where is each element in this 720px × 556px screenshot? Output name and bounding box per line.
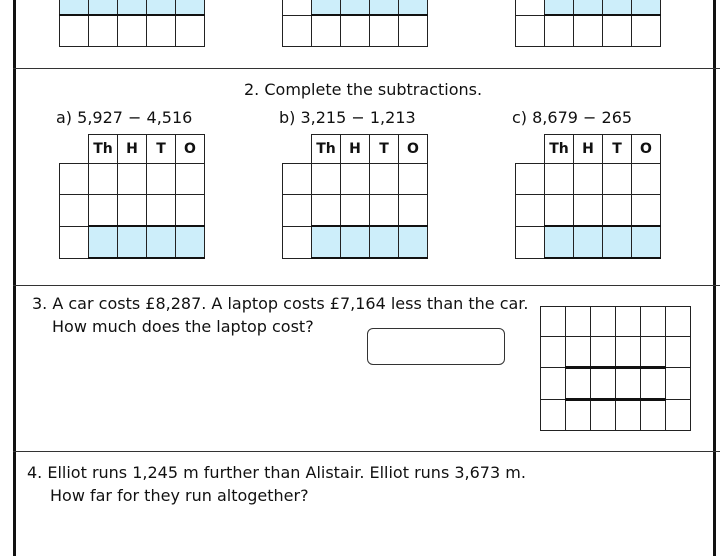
answer-cell[interactable] — [118, 226, 147, 258]
grid-cell — [118, 0, 147, 15]
grid-cell[interactable] — [591, 368, 616, 400]
grid-cell[interactable] — [147, 195, 176, 227]
column-header-th: Th — [545, 135, 574, 164]
grid-cell[interactable] — [370, 164, 399, 195]
grid-cell[interactable] — [283, 195, 312, 227]
grid-cell[interactable] — [574, 195, 603, 227]
grid-cell — [516, 135, 545, 164]
grid-cell — [516, 0, 545, 15]
grid-cell[interactable] — [566, 307, 591, 337]
grid-cell[interactable] — [370, 195, 399, 227]
grid-cell[interactable] — [603, 164, 632, 195]
grid-cell[interactable] — [89, 164, 118, 195]
column-header-t: T — [603, 135, 632, 164]
grid-cell[interactable] — [60, 226, 89, 258]
grid-cell — [60, 0, 89, 15]
answer-cell[interactable] — [89, 226, 118, 258]
grid-cell[interactable] — [666, 368, 691, 400]
grid-cell — [545, 15, 574, 47]
grid-cell — [574, 0, 603, 15]
grid-cell[interactable] — [118, 195, 147, 227]
section-divider — [13, 451, 720, 452]
grid-cell — [341, 0, 370, 15]
grid-cell — [118, 15, 147, 47]
column-header-th: Th — [89, 135, 118, 164]
grid-cell[interactable] — [147, 164, 176, 195]
grid-cell[interactable] — [632, 164, 661, 195]
grid-cell[interactable] — [632, 195, 661, 227]
grid-cell — [89, 0, 118, 15]
column-header-o: O — [399, 135, 428, 164]
grid-cell — [147, 0, 176, 15]
column-header-t: T — [370, 135, 399, 164]
answer-cell[interactable] — [176, 226, 205, 258]
grid-cell[interactable] — [641, 307, 666, 337]
grid-cell[interactable] — [312, 195, 341, 227]
answer-cell[interactable] — [632, 226, 661, 258]
top-grid-c — [515, 0, 661, 47]
answer-cell[interactable] — [399, 226, 428, 258]
grid-cell — [147, 15, 176, 47]
grid-cell — [632, 15, 661, 47]
grid-cell[interactable] — [312, 164, 341, 195]
grid-cell[interactable] — [541, 337, 566, 368]
grid-cell — [60, 135, 89, 164]
grid-cell[interactable] — [60, 195, 89, 227]
column-header-h: H — [118, 135, 147, 164]
top-grid-a — [59, 0, 205, 47]
column-header-t: T — [147, 135, 176, 164]
column-header-th: Th — [312, 135, 341, 164]
q3-text-line1: 3. A car costs £8,287. A laptop costs £7,164 less than the car. — [32, 294, 529, 313]
column-header-h: H — [574, 135, 603, 164]
q2-grid-b — [282, 134, 428, 259]
grid-cell[interactable] — [641, 368, 666, 400]
grid-cell[interactable] — [541, 307, 566, 337]
grid-cell — [283, 15, 312, 47]
grid-cell[interactable] — [616, 337, 641, 368]
grid-cell[interactable] — [176, 195, 205, 227]
grid-cell[interactable] — [591, 400, 616, 431]
grid-cell — [399, 0, 428, 15]
grid-cell[interactable] — [516, 226, 545, 258]
grid-cell — [89, 15, 118, 47]
q3-working-grid — [540, 306, 691, 431]
grid-cell[interactable] — [516, 195, 545, 227]
grid-cell — [283, 0, 312, 15]
grid-cell[interactable] — [341, 195, 370, 227]
grid-cell — [574, 15, 603, 47]
grid-cell — [341, 15, 370, 47]
grid-cell[interactable] — [641, 337, 666, 368]
grid-cell[interactable] — [60, 164, 89, 195]
column-header-h: H — [341, 135, 370, 164]
grid-cell[interactable] — [566, 400, 591, 431]
grid-cell — [370, 15, 399, 47]
grid-cell — [632, 0, 661, 15]
answer-cell[interactable] — [545, 226, 574, 258]
grid-cell[interactable] — [176, 164, 205, 195]
q2-problem-a-label: a) 5,927 − 4,516 — [56, 108, 193, 127]
answer-cell[interactable] — [574, 226, 603, 258]
grid-cell[interactable] — [541, 400, 566, 431]
answer-cell[interactable] — [603, 226, 632, 258]
answer-cell[interactable] — [370, 226, 399, 258]
grid-cell[interactable] — [591, 307, 616, 337]
grid-cell — [545, 0, 574, 15]
q2-title: 2. Complete the subtractions. — [244, 80, 483, 99]
grid-cell — [176, 15, 205, 47]
grid-cell[interactable] — [574, 164, 603, 195]
grid-cell — [60, 15, 89, 47]
q4-text-line1: 4. Elliot runs 1,245 m further than Alistair. Elliot runs 3,673 m. — [27, 463, 526, 482]
grid-cell[interactable] — [641, 400, 666, 431]
grid-cell[interactable] — [118, 164, 147, 195]
section-divider — [13, 285, 720, 286]
section-divider — [13, 68, 720, 69]
grid-cell — [370, 0, 399, 15]
grid-cell — [603, 15, 632, 47]
grid-cell — [312, 15, 341, 47]
grid-cell[interactable] — [566, 337, 591, 368]
answer-cell[interactable] — [312, 226, 341, 258]
grid-cell[interactable] — [341, 164, 370, 195]
grid-cell — [283, 135, 312, 164]
grid-cell[interactable] — [603, 195, 632, 227]
answer-cell[interactable] — [147, 226, 176, 258]
q2-problem-c-label: c) 8,679 − 265 — [512, 108, 633, 127]
grid-cell[interactable] — [616, 307, 641, 337]
grid-cell[interactable] — [591, 337, 616, 368]
q3-text-line2: How much does the laptop cost? — [52, 317, 314, 336]
grid-cell — [176, 0, 205, 15]
grid-cell[interactable] — [616, 368, 641, 400]
grid-cell[interactable] — [545, 164, 574, 195]
grid-cell[interactable] — [566, 368, 591, 400]
grid-cell[interactable] — [399, 164, 428, 195]
grid-cell[interactable] — [666, 337, 691, 368]
column-header-o: O — [176, 135, 205, 164]
grid-cell — [603, 0, 632, 15]
grid-cell[interactable] — [89, 195, 118, 227]
grid-cell[interactable] — [516, 164, 545, 195]
grid-cell[interactable] — [666, 307, 691, 337]
answer-cell[interactable] — [341, 226, 370, 258]
grid-cell[interactable] — [283, 164, 312, 195]
grid-cell[interactable] — [283, 226, 312, 258]
q3-answer-box[interactable] — [367, 328, 505, 365]
top-grid-b — [282, 0, 428, 47]
q4-text-line2: How far for they run altogether? — [50, 486, 309, 505]
grid-cell — [516, 15, 545, 47]
grid-cell[interactable] — [616, 400, 641, 431]
grid-cell — [399, 15, 428, 47]
q2-grid-c — [515, 134, 661, 259]
grid-cell — [312, 0, 341, 15]
q2-grid-a — [59, 134, 205, 259]
grid-cell[interactable] — [541, 368, 566, 400]
column-header-o: O — [632, 135, 661, 164]
grid-cell[interactable] — [545, 195, 574, 227]
q2-problem-b-label: b) 3,215 − 1,213 — [279, 108, 416, 127]
grid-cell[interactable] — [666, 400, 691, 431]
grid-cell[interactable] — [399, 195, 428, 227]
